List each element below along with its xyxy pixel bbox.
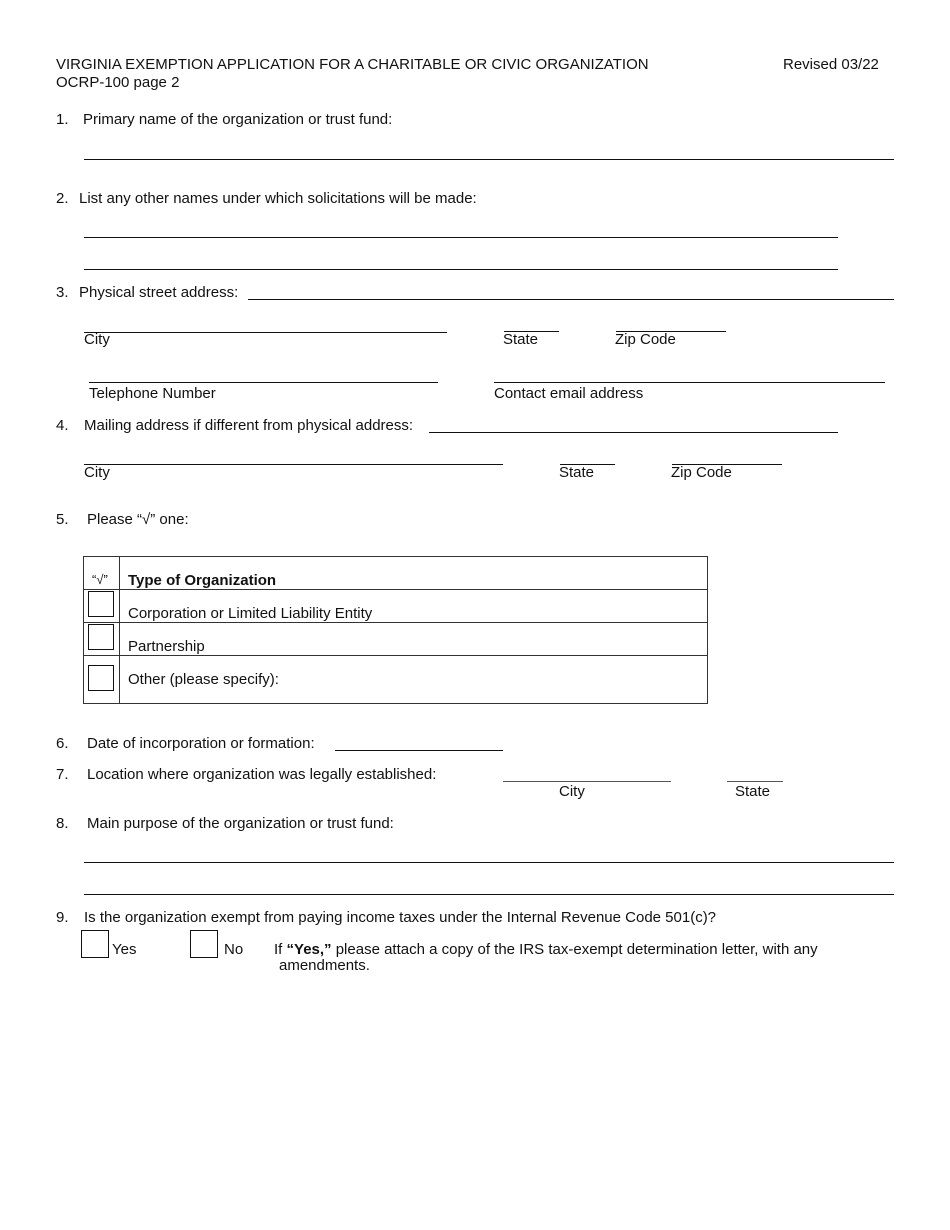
q4-state-label: State	[559, 464, 595, 481]
q3-label: Physical street address:	[79, 284, 239, 301]
corporation-checkbox[interactable]	[88, 591, 114, 617]
q9-no-checkbox[interactable]	[190, 930, 218, 958]
corporation-option-label: Corporation or Limited Liability Entity	[128, 605, 373, 622]
q1-name-field[interactable]	[84, 159, 894, 160]
q7-city-field[interactable]	[503, 781, 671, 782]
q5-label: Please “√” one:	[87, 511, 189, 528]
q2-label: List any other names under which solicitations will be made:	[79, 190, 477, 207]
q4-label: Mailing address if different from physical address:	[84, 417, 414, 434]
q9-number: 9.	[56, 909, 69, 926]
q6-label: Date of incorporation or formation:	[87, 735, 315, 752]
table-row-divider	[84, 655, 707, 656]
q9-note-line2: amendments.	[279, 957, 370, 974]
q7-city-label: City	[559, 783, 585, 800]
organization-type-table	[83, 556, 708, 704]
q3-city-field[interactable]	[84, 332, 447, 333]
q3-number: 3.	[56, 284, 69, 301]
other-option-label: Other (please specify):	[128, 671, 279, 688]
q3-phone-label: Telephone Number	[89, 385, 216, 402]
q7-label: Location where organization was legally established:	[87, 766, 437, 783]
table-row-divider	[84, 589, 707, 590]
partnership-option-label: Partnership	[128, 638, 205, 655]
q9-note-rest: please attach a copy of the IRS tax-exempt determination letter, with any	[335, 941, 818, 958]
q8-label: Main purpose of the organization or trust fund:	[87, 815, 394, 832]
q3-state-label: State	[503, 331, 539, 348]
form-title: VIRGINIA EXEMPTION APPLICATION FOR A CHARITABLE OR CIVIC ORGANIZATION	[56, 56, 649, 73]
q2-other-name-field-1[interactable]	[84, 237, 838, 238]
q8-purpose-field-2[interactable]	[84, 894, 894, 895]
q3-email-field[interactable]	[494, 382, 885, 383]
q9-no-label: No	[224, 941, 244, 958]
form-id: OCRP-100 page 2	[56, 74, 180, 91]
q7-state-label: State	[735, 783, 771, 800]
q2-other-name-field-2[interactable]	[84, 269, 838, 270]
q4-city-field[interactable]	[84, 464, 503, 465]
q1-label: Primary name of the organization or trust fund:	[83, 111, 393, 128]
q4-zip-label: Zip Code	[671, 464, 732, 481]
q2-number: 2.	[56, 190, 69, 207]
q6-number: 6.	[56, 735, 69, 752]
q9-label: Is the organization exempt from paying income taxes under the Internal Revenue Code 501(c)?	[84, 909, 717, 926]
table-row-divider	[84, 622, 707, 623]
q3-phone-field[interactable]	[89, 382, 438, 383]
q4-mailing-address-field[interactable]	[429, 432, 838, 433]
q9-yes-checkbox[interactable]	[81, 930, 109, 958]
other-checkbox[interactable]	[88, 665, 114, 691]
revised-date: Revised 03/22	[783, 56, 879, 73]
q5-number: 5.	[56, 511, 69, 528]
q7-number: 7.	[56, 766, 69, 783]
q9-note-yes: “Yes,”	[286, 941, 332, 958]
q9-yes-label: Yes	[112, 941, 137, 958]
q1-number: 1.	[56, 111, 69, 128]
q8-purpose-field-1[interactable]	[84, 862, 894, 863]
q3-zip-label: Zip Code	[615, 331, 676, 348]
partnership-checkbox[interactable]	[88, 624, 114, 650]
q8-number: 8.	[56, 815, 69, 832]
table-column-divider	[119, 557, 120, 703]
q3-city-label: City	[84, 331, 110, 348]
q3-email-label: Contact email address	[494, 385, 644, 402]
type-column-header: Type of Organization	[128, 572, 277, 589]
q6-date-field[interactable]	[335, 750, 503, 751]
q9-note	[274, 941, 818, 958]
check-column-header: “√”	[92, 572, 108, 587]
q4-number: 4.	[56, 417, 69, 434]
q7-state-field[interactable]	[727, 781, 783, 782]
q3-street-field[interactable]	[248, 299, 894, 300]
q9-note-if: If	[274, 941, 283, 958]
q4-city-label: City	[84, 464, 110, 481]
